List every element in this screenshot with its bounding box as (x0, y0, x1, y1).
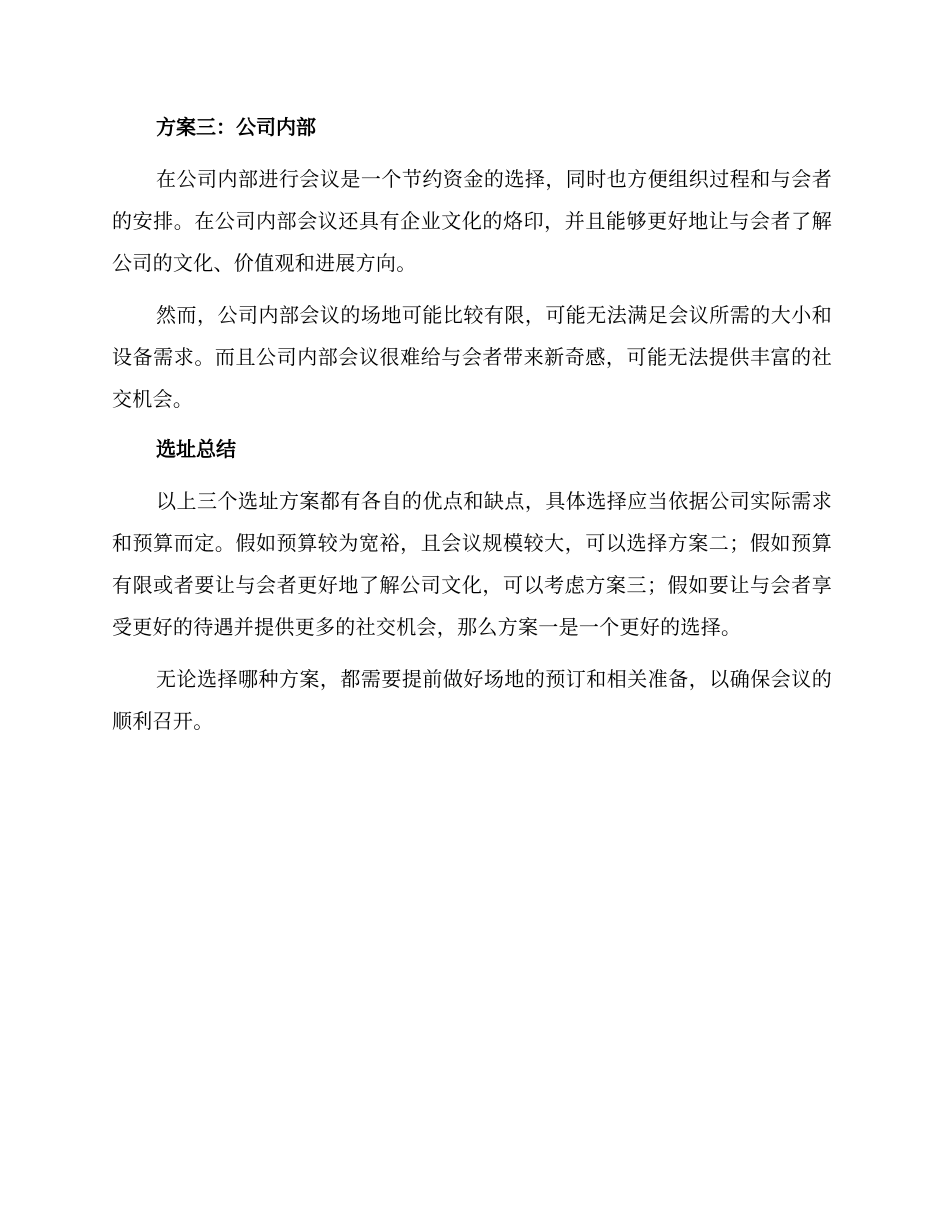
section-heading-summary: 选址总结 (156, 437, 236, 461)
document-page (112, 112, 832, 742)
paragraph: 然而，公司内部会议的场地可能比较有限，可能无法满足会议所需的大小和设备需求。而且公司内部会议很难给与会者带来新奇感，可能无法提供丰富的社交机会。 (112, 303, 832, 411)
paragraph: 以上三个选址方案都有各自的优点和缺点，具体选择应当依据公司实际需求和预算而定。假如预算较为宽裕，且会议规模较大，可以选择方案二；假如预算有限或者要让与会者更好地了解公司文化，可以考虑方案三；假如要让与会者享受更好的待遇并提供更多的社交机会，那么方案一是一个更好的选择。 (112, 489, 832, 639)
section-heading-plan-three: 方案三：公司内部 (156, 115, 316, 139)
paragraph: 无论选择哪种方案，都需要提前做好场地的预订和相关准备，以确保会议的顺利召开。 (112, 667, 832, 733)
paragraph: 在公司内部进行会议是一个节约资金的选择，同时也方便组织过程和与会者的安排。在公司内部会议还具有企业文化的烙印，并且能够更好地让与会者了解公司的文化、价值观和进展方向。 (112, 167, 832, 275)
